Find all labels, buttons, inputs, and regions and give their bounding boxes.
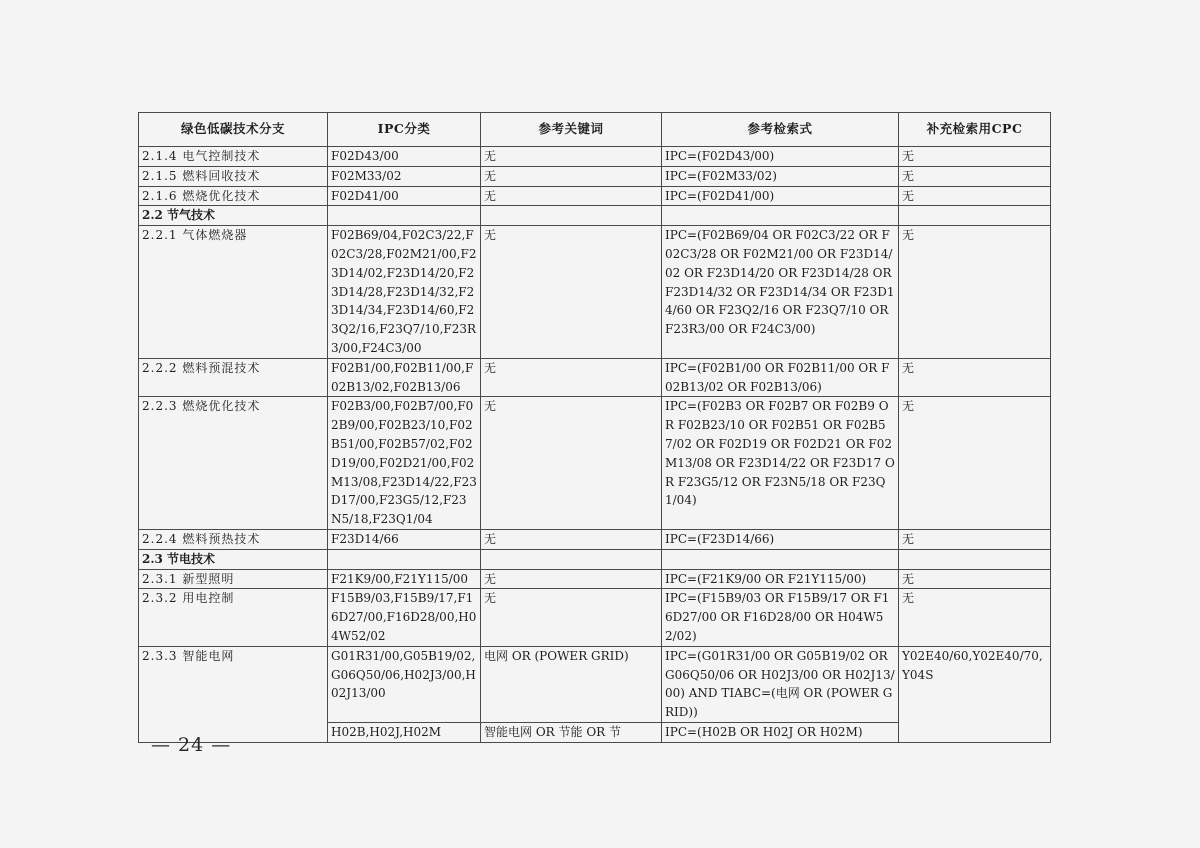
cell-tech-branch: 2.2 节气技术: [139, 206, 328, 226]
cell-keywords: 智能电网 OR 节能 OR 节: [481, 722, 662, 742]
cell-ipc-class: F02B3/00,F02B7/00,F02B9/00,F02B23/10,F02B51/00,F02B57/02,F02D19/00,F02D21/00,F02M13/08,F23D14/22,F23D17/00,F23G5/12,F23N5/18,F23Q1/04: [328, 397, 481, 530]
cell-supplementary-cpc: 无: [899, 226, 1051, 359]
cell-supplementary-cpc: 无: [899, 186, 1051, 206]
cell-search-query: [662, 549, 899, 569]
cell-keywords: 无: [481, 569, 662, 589]
table-row: [139, 529, 1051, 549]
cell-supplementary-cpc: 无: [899, 358, 1051, 397]
cell-supplementary-cpc: 无: [899, 529, 1051, 549]
header-ipc-class: IPC分类: [328, 113, 481, 147]
cell-search-query: IPC=(F02B69/04 OR F02C3/22 OR F02C3/28 OR F02M21/00 OR F23D14/02 OR F23D14/20 OR F23D14/28 OR F23D14/32 OR F23D14/34 OR F23D14/60 OR F23Q2/16 OR F23Q7/10 OR F23R3/00 OR F24C3/00): [662, 226, 899, 359]
cell-keywords: 无: [481, 397, 662, 530]
cell-tech-branch: 2.2.1 气体燃烧器: [139, 226, 328, 359]
cell-search-query: IPC=(F02D41/00): [662, 186, 899, 206]
table-header-row: [139, 113, 1051, 147]
cell-ipc-class: F02B1/00,F02B11/00,F02B13/02,F02B13/06: [328, 358, 481, 397]
cell-keywords: 无: [481, 529, 662, 549]
cell-search-query: IPC=(F21K9/00 OR F21Y115/00): [662, 569, 899, 589]
cell-tech-branch: 2.2.4 燃料预热技术: [139, 529, 328, 549]
table-row: [139, 186, 1051, 206]
cell-keywords: [481, 549, 662, 569]
page-number: — 24 —: [151, 734, 232, 756]
cell-search-query: IPC=(G01R31/00 OR G05B19/02 OR G06Q50/06 OR H02J3/00 OR H02J13/00) AND TIABC=(电网 OR (POWER GRID)): [662, 646, 899, 722]
cell-keywords: 无: [481, 166, 662, 186]
cell-search-query: IPC=(F15B9/03 OR F15B9/17 OR F16D27/00 OR F16D28/00 OR H04W52/02): [662, 589, 899, 646]
cell-search-query: IPC=(F23D14/66): [662, 529, 899, 549]
cell-tech-branch: 2.1.4 电气控制技术: [139, 147, 328, 167]
green-tech-ipc-table: [138, 112, 1051, 743]
cell-tech-branch: 2.1.5 燃料回收技术: [139, 166, 328, 186]
cell-search-query: IPC=(F02B3 OR F02B7 OR F02B9 OR F02B23/10 OR F02B51 OR F02B57/02 OR F02D19 OR F02D21 OR F02M13/08 OR F23D14/22 OR F23D17 OR F23G5/12 OR F23N5/18 OR F23Q1/04): [662, 397, 899, 530]
section-row: [139, 549, 1051, 569]
cell-ipc-class: F02D43/00: [328, 147, 481, 167]
cell-supplementary-cpc: [899, 206, 1051, 226]
section-row: [139, 206, 1051, 226]
cell-ipc-class: F21K9/00,F21Y115/00: [328, 569, 481, 589]
cell-search-query: IPC=(F02D43/00): [662, 147, 899, 167]
cell-tech-branch: 2.3.2 用电控制: [139, 589, 328, 646]
cell-ipc-class: [328, 549, 481, 569]
cell-tech-branch: 2.3 节电技术: [139, 549, 328, 569]
cell-supplementary-cpc: 无: [899, 397, 1051, 530]
table-row: [139, 589, 1051, 646]
cell-keywords: 无: [481, 358, 662, 397]
header-supplementary-cpc: 补充检索用CPC: [899, 113, 1051, 147]
cell-ipc-class: F02D41/00: [328, 186, 481, 206]
cell-search-query: IPC=(F02M33/02): [662, 166, 899, 186]
cell-ipc-class: F02B69/04,F02C3/22,F02C3/28,F02M21/00,F23D14/02,F23D14/20,F23D14/28,F23D14/32,F23D14/34,F23D14/60,F23Q2/16,F23Q7/10,F23R3/00,F24C3/00: [328, 226, 481, 359]
cell-keywords: 无: [481, 226, 662, 359]
cell-ipc-class: G01R31/00,G05B19/02,G06Q50/06,H02J3/00,H02J13/00: [328, 646, 481, 722]
cell-ipc-class: H02B,H02J,H02M: [328, 722, 481, 742]
cell-tech-branch: 2.2.2 燃料预混技术: [139, 358, 328, 397]
cell-ipc-class: [328, 206, 481, 226]
cell-supplementary-cpc: 无: [899, 569, 1051, 589]
cell-supplementary-cpc: 无: [899, 589, 1051, 646]
header-keywords: 参考关键词: [481, 113, 662, 147]
cell-search-query: IPC=(H02B OR H02J OR H02M): [662, 722, 899, 742]
cell-search-query: [662, 206, 899, 226]
cell-tech-branch: 2.3.3 智能电网: [139, 646, 328, 742]
table-body: [139, 147, 1051, 743]
cell-keywords: 无: [481, 589, 662, 646]
cell-search-query: IPC=(F02B1/00 OR F02B11/00 OR F02B13/02 OR F02B13/06): [662, 358, 899, 397]
cell-supplementary-cpc: 无: [899, 147, 1051, 167]
table-row: [139, 646, 1051, 722]
cell-tech-branch: 2.3.1 新型照明: [139, 569, 328, 589]
table-row: [139, 397, 1051, 530]
cell-supplementary-cpc: [899, 549, 1051, 569]
cell-supplementary-cpc: 无: [899, 166, 1051, 186]
cell-tech-branch: 2.1.6 燃烧优化技术: [139, 186, 328, 206]
table-row: [139, 166, 1051, 186]
table-row: [139, 226, 1051, 359]
table-row: [139, 147, 1051, 167]
table-row: [139, 569, 1051, 589]
header-tech-branch: 绿色低碳技术分支: [139, 113, 328, 147]
cell-tech-branch: 2.2.3 燃烧优化技术: [139, 397, 328, 530]
table-row: [139, 358, 1051, 397]
cell-supplementary-cpc: Y02E40/60,Y02E40/70,Y04S: [899, 646, 1051, 742]
cell-ipc-class: F15B9/03,F15B9/17,F16D27/00,F16D28/00,H04W52/02: [328, 589, 481, 646]
cell-keywords: 无: [481, 147, 662, 167]
cell-keywords: 无: [481, 186, 662, 206]
cell-ipc-class: F23D14/66: [328, 529, 481, 549]
cell-keywords: [481, 206, 662, 226]
header-search-query: 参考检索式: [662, 113, 899, 147]
cell-keywords: 电网 OR (POWER GRID): [481, 646, 662, 722]
cell-ipc-class: F02M33/02: [328, 166, 481, 186]
